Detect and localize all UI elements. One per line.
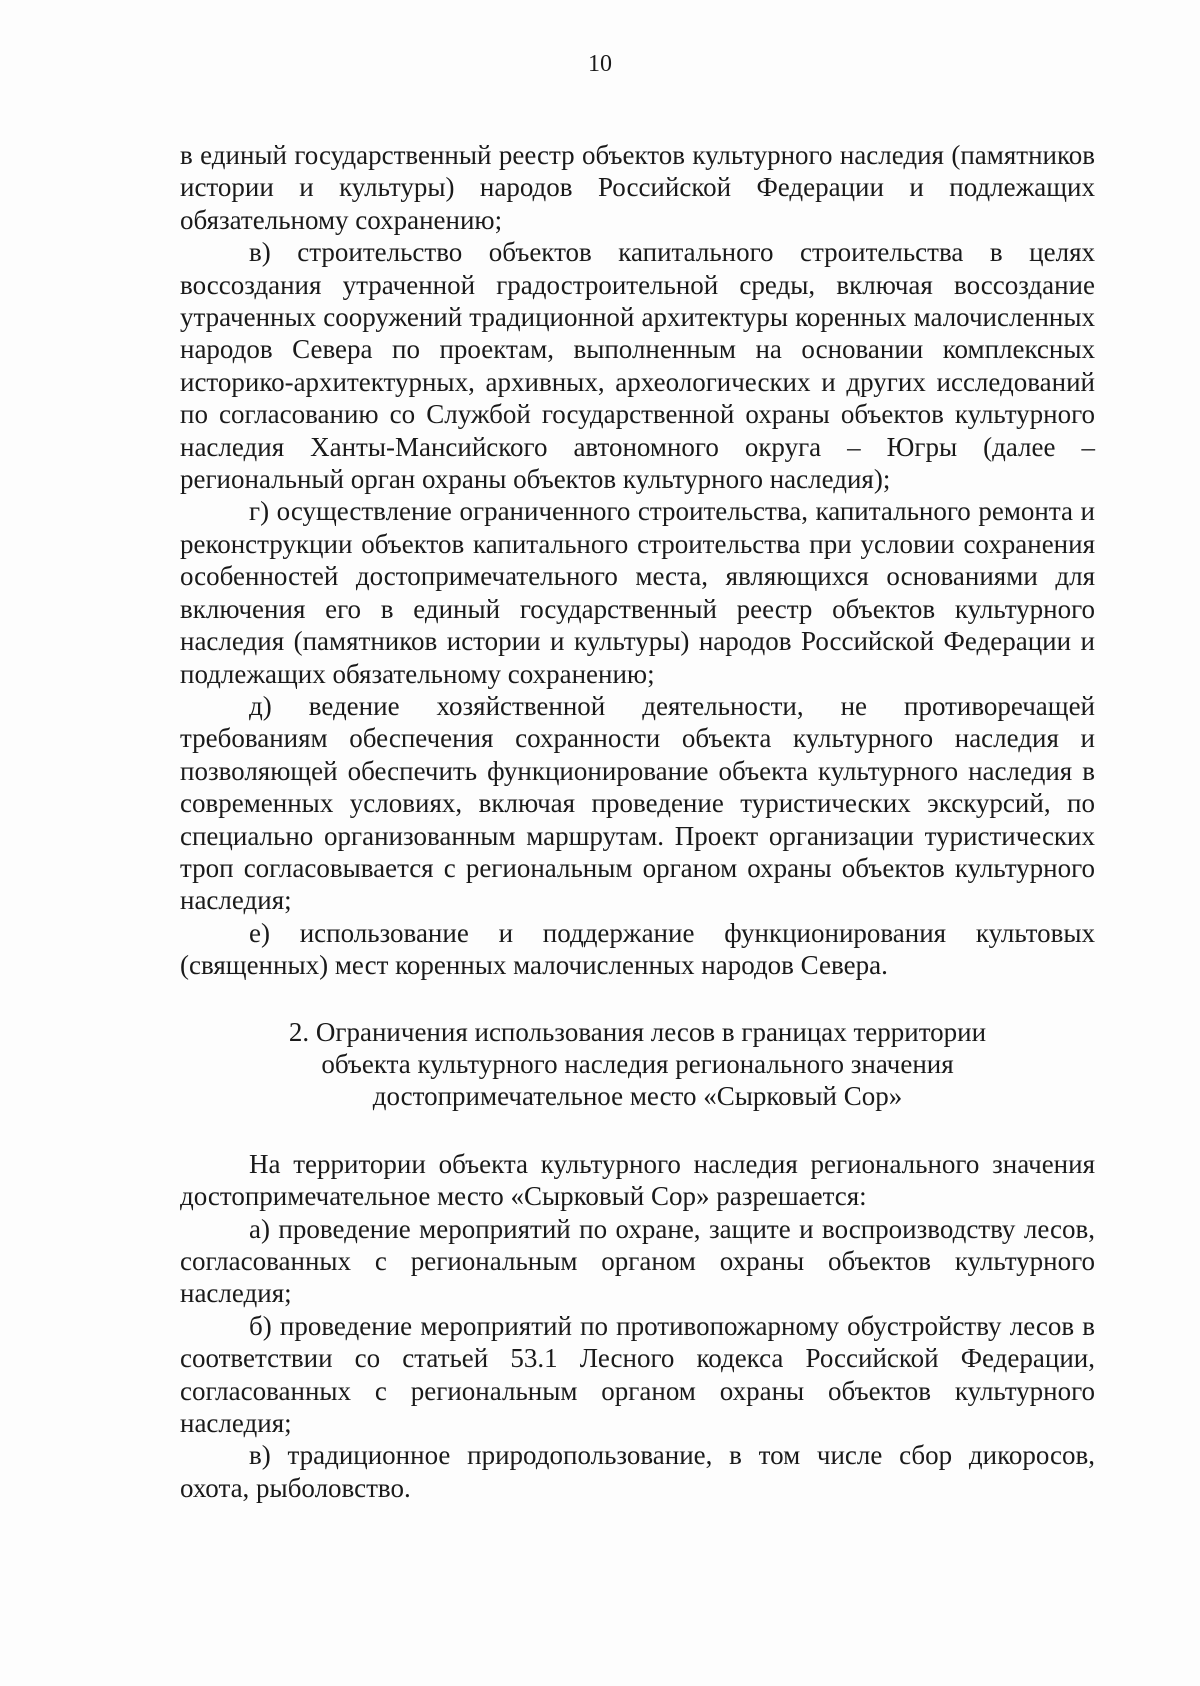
- list-item-v: в) строительство объектов капитального строительства в целях воссоздания утраченной градостроительной среды, включая воссоздание утраченных сооружений традиционной архитектуры коренных малочисленных народов Севера по проектам, выполненным на основании комплексных историко-архитектурных, архивных, археологических и других исследований по согласованию со Службой государственной охраны объектов культурного наследия Ханты-Мансийского автономного округа – Югры (далее – региональный орган охраны объектов культурного наследия);: [180, 237, 1095, 495]
- section-heading: [180, 1016, 1095, 1113]
- list-item-g: г) осуществление ограниченного строительства, капитального ремонта и реконструкции объектов капитального строительства при условии сохранения особенностей достопримечательного места, являющихся основаниями для включения его в единый государственный реестр объектов культурного наследия (памятников истории и культуры) народов Российской Федерации и подлежащих обязательному сохранению;: [180, 496, 1095, 689]
- page-number: 10: [588, 51, 612, 77]
- list-item-a: а) проведение мероприятий по охране, защите и воспроизводству лесов, согласованных с региональным органом охраны объектов культурного наследия;: [180, 1213, 1095, 1309]
- document-body: [180, 139, 1095, 1504]
- list-item-e: е) использование и поддержание функционирования культовых (священных) мест коренных малочисленных народов Севера.: [180, 917, 1095, 981]
- list-item-b: б) проведение мероприятий по противопожарному обустройству лесов в соответствии со статьей 53.1 Лесного кодекса Российской Федерации, согласованных с региональным органом охраны объектов культурного наследия;: [180, 1310, 1095, 1439]
- paragraph-continuation: в единый государственный реестр объектов культурного наследия (памятников истории и культуры) народов Российской Федерации и подлежащих обязательному сохранению;: [180, 140, 1095, 235]
- list-item-d: д) ведение хозяйственной деятельности, не противоречащей требованиям обеспечения сохранности объекта культурного наследия и позволяющей обеспечить функционирование объекта культурного наследия в современных условиях, включая проведение туристических экскурсий, по специально организованным маршрутам. Проект организации туристических троп согласовывается с региональным органом охраны объектов культурного наследия;: [180, 690, 1095, 916]
- section-heading-line: достопримечательное место «Сырковый Сор»: [372, 1081, 903, 1112]
- paragraph-intro: На территории объекта культурного наследия регионального значения достопримечательное место «Сырковый Сор» разрешается:: [180, 1148, 1095, 1212]
- section-heading-line: 2. Ограничения использования лесов в границах территории: [288, 1016, 987, 1047]
- list-item-v2: в) традиционное природопользование, в том числе сбор дикоросов, охота, рыболовство.: [180, 1440, 1095, 1503]
- section-heading-line: объекта культурного наследия регионального значения: [321, 1048, 954, 1079]
